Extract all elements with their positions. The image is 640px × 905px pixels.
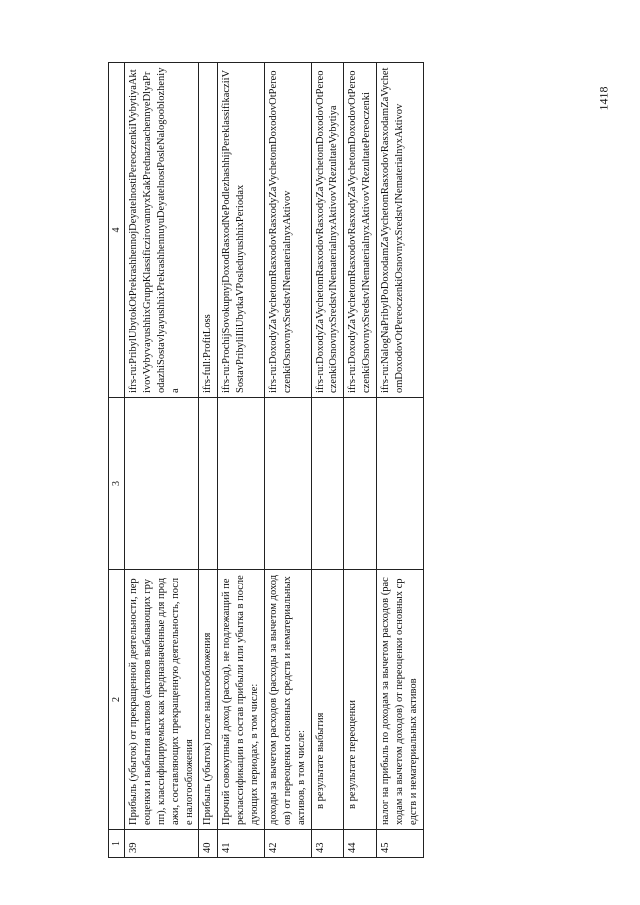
indicator-name-cell: Прибыль (убыток) от прекращенной деятельности, переоценки и выбытия активов (активов выбывающих групп), классифицируемых как предназначенные для продажи, составляющих прекращенную деятельность, после налогообложения [125,570,199,830]
column-header: 4 [109,63,125,398]
table-row [376,63,423,858]
indicator-name-cell: в результате выбытия [311,570,344,830]
element-code-cell: ifrs-full:ProfitLoss [199,63,218,398]
column-3-cell [264,398,311,570]
table-row [264,63,311,858]
table-row [218,63,265,858]
page-number: 1418 [596,86,611,110]
row-number-cell: 42 [264,830,311,858]
data-table [108,62,424,858]
table-row [199,63,218,858]
column-3-cell [376,398,423,570]
table-header-row [109,63,125,858]
column-3-cell [199,398,218,570]
table-row [125,63,199,858]
column-3-cell [344,398,377,570]
column-3-cell [311,398,344,570]
row-number-cell: 41 [218,830,265,858]
element-code-cell: ifrs-ru:DoxodyZaVychetomRasxodovRasxodyZaVychetomDoxodovOtPereoczenkiOsnovnyxSredstvINematerialnyxAktivov [264,63,311,398]
element-code-cell: ifrs-ru:DoxodyZaVychetomRasxodovRasxodyZaVychetomDoxodovOtPereoczenkiOsnovnyxSredstvINematerialnyxAktivovVRezultateVybytiya [311,63,344,398]
row-number-cell: 39 [125,830,199,858]
column-header: 1 [109,830,125,858]
element-code-cell: ifrs-ru:DoxodyZaVychetomRasxodovRasxodyZaVychetomDoxodovOtPereoczenkiOsnovnyxSredstvINematerialnyxAktivovVRezultatePereoczenki [344,63,377,398]
rotated-table-container [108,63,558,858]
column-header: 3 [109,398,125,570]
column-3-cell [218,398,265,570]
row-number-cell: 45 [376,830,423,858]
table-row [344,63,377,858]
column-header: 2 [109,570,125,830]
row-number-cell: 40 [199,830,218,858]
indicator-name-cell: налог на прибыль по доходам за вычетом расходов (расходам за вычетом доходов) от переоценки основных средств и нематериальных активов [376,570,423,830]
indicator-name-cell: Прочий совокупный доход (расход), не подлежащий переклассификации в состав прибыли или убытка в последующих периодах, в том числе: [218,570,265,830]
row-number-cell: 44 [344,830,377,858]
element-code-cell: ifrs-ru:PribylUbytokOtPrekrashhennojDeyatelnostiPereoczenkiIVybytiyaAktivovVybyvayushhixGruppKlassificzirovannyxKakPrednaznachennyeDlyaProdazhiSostavlyayushhixPrekrashhennuyuDeyatelnostPosleNalogooblozheniya [125,63,199,398]
indicator-name-cell: доходы за вычетом расходов (расходы за вычетом доходов) от переоценки основных средств и нематериальных активов, в том числе: [264,570,311,830]
element-code-cell: ifrs-ru:ProchijSovokupnyjDoxodRasxodNePodlezhashhijPereklassifikacziiVSostavPribyliIliUbytkaVPosleduyushhixPeriodax [218,63,265,398]
indicator-name-cell: в результате переоценки [344,570,377,830]
indicator-name-cell: Прибыль (убыток) после налогообложения [199,570,218,830]
element-code-cell: ifrs-ru:NalogNaPribylPoDoxodamZaVychetomRasxodovRasxodamZaVychetomDoxodovOtPereoczenkiOsnovnyxSredstvINematerialnyxAktivov [376,63,423,398]
row-number-cell: 43 [311,830,344,858]
table-row [311,63,344,858]
column-3-cell [125,398,199,570]
